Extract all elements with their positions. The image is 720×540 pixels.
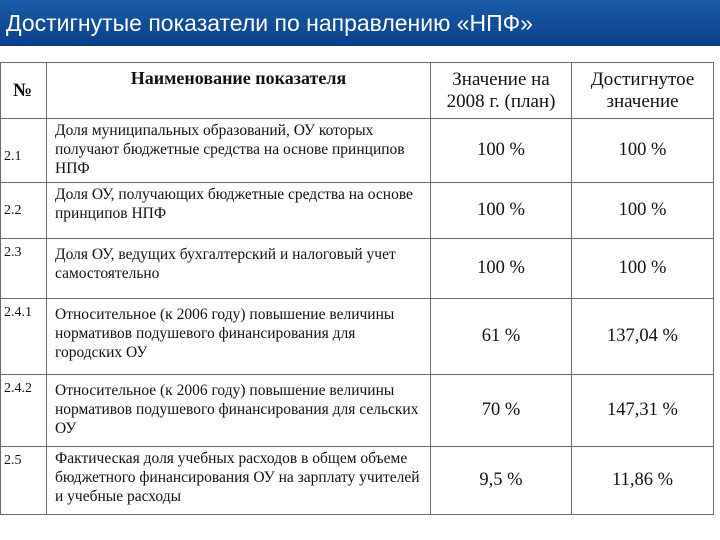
table-header-row [1, 63, 714, 119]
header-achieved-line2: значение [606, 90, 679, 112]
row-plan-value: 70 % [431, 375, 572, 447]
row-plan-value: 100 % [431, 183, 572, 239]
header-number: № [1, 63, 47, 119]
indicators-table [0, 62, 714, 515]
row-plan-value: 61 % [431, 299, 572, 375]
row-indicator-name: Относительное (к 2006 году) повышение величины нормативов подушевого финансирования для сельских ОУ [47, 375, 431, 447]
row-plan-value: 100 % [431, 239, 572, 299]
row-indicator-name: Доля ОУ, ведущих бухгалтерский и налоговый учет самостоятельно [47, 239, 431, 299]
header-achieved [572, 63, 714, 119]
page-title: Достигнутые показатели по направлению «НПФ» [0, 0, 720, 46]
row-achieved-value: 147,31 % [572, 375, 714, 447]
row-index: 2.3 [1, 239, 47, 299]
table-row [1, 119, 714, 183]
header-plan-line2: 2008 г. (план) [446, 90, 556, 112]
row-indicator-name: Доля муниципальных образований, ОУ которых получают бюджетные средства на основе принципов НПФ [47, 119, 431, 183]
header-plan-line1: Значение на [452, 68, 550, 90]
row-indicator-name: Относительное (к 2006 году) повышение величины нормативов подушевого финансирования для городских ОУ [47, 299, 431, 375]
row-achieved-value: 100 % [572, 183, 714, 239]
row-achieved-value: 11,86 % [572, 447, 714, 515]
row-indicator-name: Доля ОУ, получающих бюджетные средства на основе принципов НПФ [47, 183, 431, 239]
header-indicator-name: Наименование показателя [47, 63, 431, 119]
row-index: 2.1 [1, 119, 47, 183]
row-index: 2.2 [1, 183, 47, 239]
header-plan-2008 [431, 63, 572, 119]
row-index: 2.4.1 [1, 299, 47, 375]
table-row [1, 183, 714, 239]
row-plan-value: 9,5 % [431, 447, 572, 515]
row-achieved-value: 100 % [572, 239, 714, 299]
row-achieved-value: 137,04 % [572, 299, 714, 375]
header-achieved-line1: Достигнутое [590, 68, 695, 90]
table-row [1, 375, 714, 447]
row-achieved-value: 100 % [572, 119, 714, 183]
table-row [1, 447, 714, 515]
row-plan-value: 100 % [431, 119, 572, 183]
row-index: 2.5 [1, 447, 47, 515]
row-indicator-name: Фактическая доля учебных расходов в общем объеме бюджетного финансирования ОУ на зарплату учителей и учебные расходы [47, 447, 431, 515]
indicators-table-container [0, 62, 716, 536]
table-row [1, 299, 714, 375]
table-row [1, 239, 714, 299]
row-index: 2.4.2 [1, 375, 47, 447]
